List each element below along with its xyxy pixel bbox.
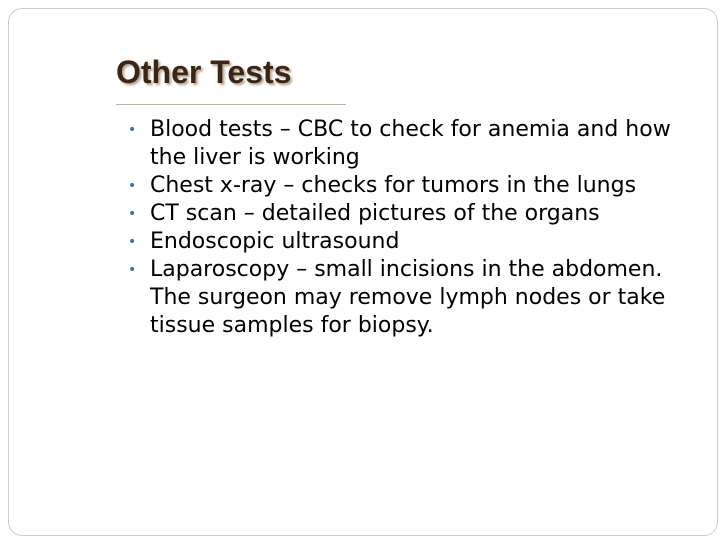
bullet-item-chest-xray — [128, 172, 700, 200]
bullet-dot-icon: • — [128, 122, 137, 138]
bullet-dot-icon: • — [128, 206, 137, 222]
bullet-text: CT scan – detailed pictures of the organs — [150, 201, 600, 226]
bullet-dot-icon: • — [128, 178, 137, 194]
bullet-text: Chest x-ray – checks for tumors in the lungs — [150, 173, 637, 198]
bullet-text: Blood tests – CBC to check for anemia and how the liver is working — [150, 117, 671, 170]
bullet-text: Endoscopic ultrasound — [150, 229, 400, 254]
slide-title: Other Tests — [116, 54, 292, 90]
bullet-dot-icon: • — [128, 234, 137, 250]
title-underline — [116, 104, 346, 105]
bullet-item-ct-scan — [128, 200, 700, 228]
bullet-item-laparoscopy — [128, 256, 700, 340]
bullet-list — [128, 116, 700, 340]
bullet-dot-icon: • — [128, 262, 137, 278]
bullet-item-endoscopic-ultrasound — [128, 228, 700, 256]
bullet-item-blood-tests — [128, 116, 700, 172]
bullet-text: Laparoscopy – small incisions in the abdomen. The surgeon may remove lymph nodes or take tissue samples for biopsy. — [150, 257, 666, 338]
